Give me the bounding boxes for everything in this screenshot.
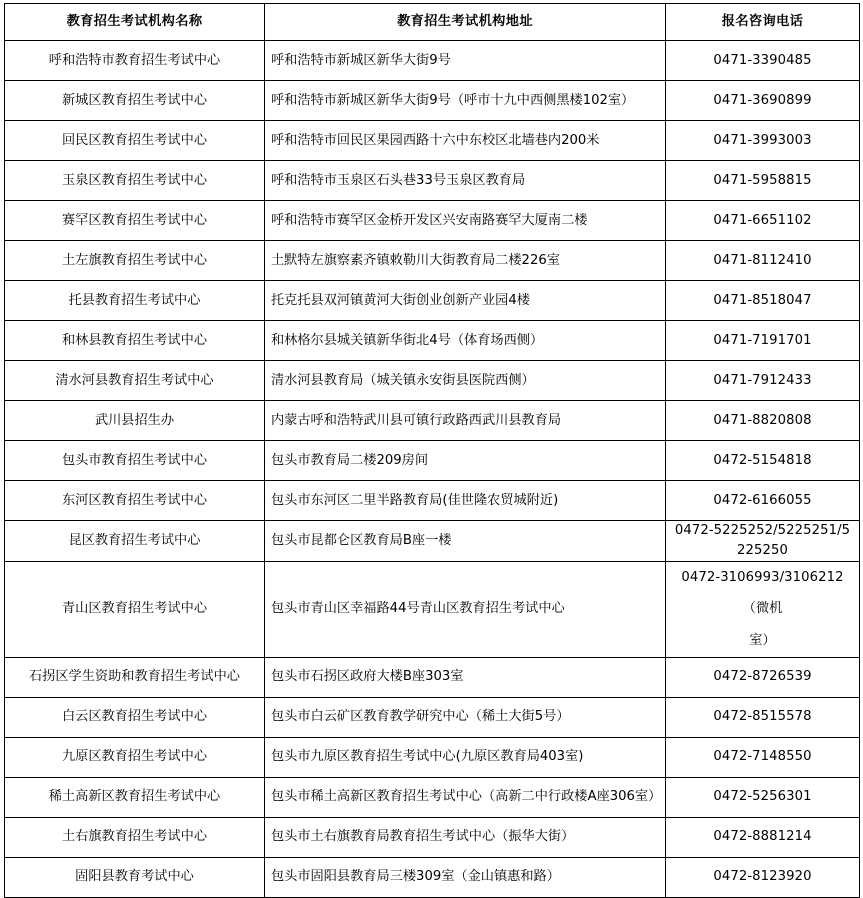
cell-agency-phone: 0471-3390485: [666, 41, 860, 81]
cell-agency-address: 包头市稀土高新区教育招生考试中心（高新二中行政楼A座306室）: [265, 777, 666, 817]
cell-agency-phone: [666, 561, 860, 657]
cell-agency-name: 石拐区学生资助和教育招生考试中心: [5, 657, 265, 697]
table-row: [5, 657, 860, 697]
table-row: [5, 697, 860, 737]
table-row: [5, 441, 860, 481]
cell-agency-phone: 0472-8123920: [666, 857, 860, 897]
table-row: [5, 321, 860, 361]
cell-agency-address: 托克托县双河镇黄河大街创业创新产业园4楼: [265, 281, 666, 321]
cell-agency-name: 呼和浩特市教育招生考试中心: [5, 41, 265, 81]
cell-agency-phone: 0472-8515578: [666, 697, 860, 737]
cell-agency-address: 呼和浩特市赛罕区金桥开发区兴安南路赛罕大厦南二楼: [265, 201, 666, 241]
cell-agency-name: 东河区教育招生考试中心: [5, 481, 265, 521]
cell-agency-address: 包头市固阳县教育局三楼309室（金山镇惠和路）: [265, 857, 666, 897]
agency-table: [4, 3, 860, 898]
cell-agency-phone: 0471-8820808: [666, 401, 860, 441]
cell-agency-name: 白云区教育招生考试中心: [5, 697, 265, 737]
cell-agency-name: 回民区教育招生考试中心: [5, 121, 265, 161]
table-row: [5, 401, 860, 441]
cell-agency-address: 包头市白云矿区教育教学研究中心（稀土大街5号）: [265, 697, 666, 737]
table-row: [5, 561, 860, 657]
cell-agency-phone: 0472-8726539: [666, 657, 860, 697]
cell-agency-name: 固阳县教育考试中心: [5, 857, 265, 897]
column-header-name: 教育招生考试机构名称: [5, 4, 265, 41]
cell-agency-phone: 0471-8112410: [666, 241, 860, 281]
cell-agency-name: 新城区教育招生考试中心: [5, 81, 265, 121]
table-row: [5, 521, 860, 562]
cell-agency-phone: 0472-5225252/5225251/5225250: [666, 521, 860, 562]
table-row: [5, 777, 860, 817]
cell-agency-phone: 0471-5958815: [666, 161, 860, 201]
cell-agency-name: 包头市教育招生考试中心: [5, 441, 265, 481]
cell-agency-phone: 0472-5256301: [666, 777, 860, 817]
cell-agency-name: 稀土高新区教育招生考试中心: [5, 777, 265, 817]
phone-line-2: 室）: [749, 632, 776, 648]
cell-agency-phone: 0471-7912433: [666, 361, 860, 401]
cell-agency-phone: 0471-3993003: [666, 121, 860, 161]
cell-agency-name: 昆区教育招生考试中心: [5, 521, 265, 562]
table-body: [5, 41, 860, 898]
table-row: [5, 281, 860, 321]
cell-agency-name: 土右旗教育招生考试中心: [5, 817, 265, 857]
cell-agency-name: 清水河县教育招生考试中心: [5, 361, 265, 401]
page-container: [0, 3, 863, 885]
cell-agency-address: 包头市青山区幸福路44号青山区教育招生考试中心: [265, 561, 666, 657]
table-row: [5, 481, 860, 521]
table-row: [5, 201, 860, 241]
cell-agency-phone: 0472-7148550: [666, 737, 860, 777]
cell-agency-address: 包头市昆都仑区教育局B座一楼: [265, 521, 666, 562]
cell-agency-address: 和林格尔县城关镇新华街北4号（体育场西侧）: [265, 321, 666, 361]
column-header-address: 教育招生考试机构地址: [265, 4, 666, 41]
cell-agency-address: 包头市石拐区政府大楼B座303室: [265, 657, 666, 697]
cell-agency-address: 清水河县教育局（城关镇永安街县医院西侧）: [265, 361, 666, 401]
table-row: [5, 817, 860, 857]
table-row: [5, 81, 860, 121]
cell-agency-phone: 0471-7191701: [666, 321, 860, 361]
table-row: [5, 737, 860, 777]
cell-agency-address: 包头市东河区二里半路教育局(佳世隆农贸城附近): [265, 481, 666, 521]
cell-agency-address: 呼和浩特市回民区果园西路十六中东校区北墙巷内200米: [265, 121, 666, 161]
table-row: [5, 41, 860, 81]
cell-agency-address: 呼和浩特市新城区新华大街9号: [265, 41, 666, 81]
cell-agency-phone: 0472-6166055: [666, 481, 860, 521]
table-row: [5, 241, 860, 281]
table-header-row: [5, 4, 860, 41]
cell-agency-name: 玉泉区教育招生考试中心: [5, 161, 265, 201]
table-row: [5, 161, 860, 201]
cell-agency-name: 和林县教育招生考试中心: [5, 321, 265, 361]
phone-line-1: 0472-3106993/3106212（微机: [681, 569, 844, 617]
cell-agency-name: 土左旗教育招生考试中心: [5, 241, 265, 281]
cell-agency-address: 内蒙古呼和浩特武川县可镇行政路西武川县教育局: [265, 401, 666, 441]
cell-agency-address: 包头市九原区教育招生考试中心(九原区教育局403室): [265, 737, 666, 777]
cell-agency-phone: 0472-5154818: [666, 441, 860, 481]
cell-agency-address: 土默特左旗察素齐镇敕勒川大街教育局二楼226室: [265, 241, 666, 281]
cell-agency-name: 赛罕区教育招生考试中心: [5, 201, 265, 241]
cell-agency-phone: 0471-6651102: [666, 201, 860, 241]
cell-agency-phone: 0471-8518047: [666, 281, 860, 321]
cell-agency-name: 武川县招生办: [5, 401, 265, 441]
column-header-phone: 报名咨询电话: [666, 4, 860, 41]
cell-agency-address: 呼和浩特市新城区新华大街9号（呼市十九中西侧黑楼102室）: [265, 81, 666, 121]
cell-agency-address: 呼和浩特市玉泉区石头巷33号玉泉区教育局: [265, 161, 666, 201]
cell-agency-name: 青山区教育招生考试中心: [5, 561, 265, 657]
table-row: [5, 121, 860, 161]
cell-agency-name: 九原区教育招生考试中心: [5, 737, 265, 777]
cell-agency-phone: 0472-8881214: [666, 817, 860, 857]
cell-agency-phone: 0471-3690899: [666, 81, 860, 121]
cell-agency-name: 托县教育招生考试中心: [5, 281, 265, 321]
cell-agency-address: 包头市土右旗教育局教育招生考试中心（振华大街）: [265, 817, 666, 857]
table-header: [5, 4, 860, 41]
table-row: [5, 361, 860, 401]
cell-agency-address: 包头市教育局二楼209房间: [265, 441, 666, 481]
table-row: [5, 857, 860, 897]
